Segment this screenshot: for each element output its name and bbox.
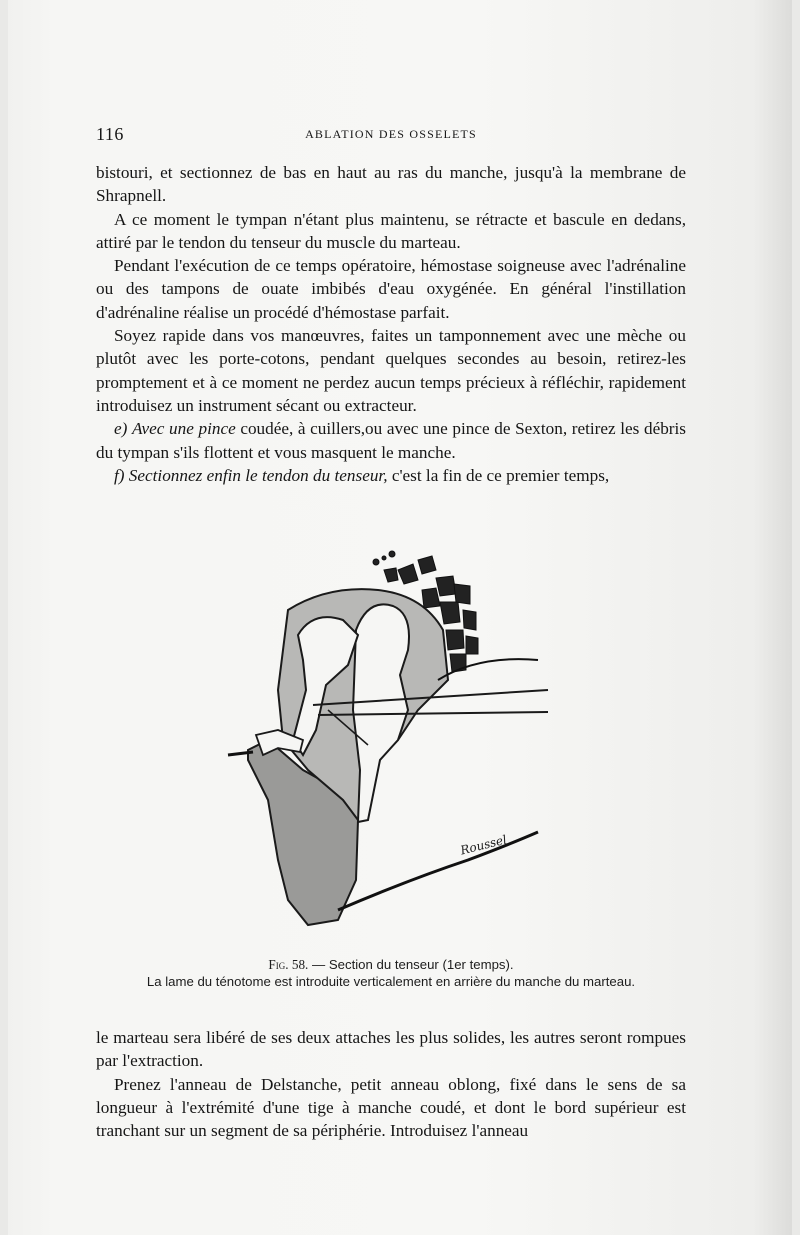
body-text-bottom (96, 1026, 686, 1142)
caption-title-line (96, 956, 686, 973)
paragraph-f (96, 464, 686, 487)
artist-signature: Roussel (459, 832, 509, 858)
body-text-top (96, 161, 686, 487)
italic-phrase: Avec une pince (131, 419, 236, 439)
page-number: 116 (96, 124, 124, 144)
figure-caption (96, 956, 686, 990)
figure-subtitle: La lame du ténotome est introduite verticalement en arrière du manche du marteau. (146, 974, 636, 989)
item-label: f) (114, 465, 125, 485)
book-page (8, 0, 792, 1235)
paragraph: le marteau sera libéré de ses deux attaches les plus solides, les autres seront rompues par l'extraction. (96, 1028, 686, 1071)
figure-label: Fig. 58. (268, 957, 309, 972)
paragraph-rest: coudée, à cuillers,ou avec une pince de Sexton, retirez les débris du tympan s'ils flottent et vous masquent le manche. (96, 419, 686, 462)
canal-floor-line (338, 832, 538, 910)
paragraph: bistouri, et sectionnez de bas en haut au ras du manche, jusqu'à la membrane de Shrapnell. (96, 163, 686, 206)
ear-section-drawing (208, 540, 568, 940)
page-header (96, 124, 686, 148)
running-head: ABLATION DES OSSELETS (305, 127, 477, 141)
paragraph-e (96, 417, 686, 464)
paragraph: A ce moment le tympan n'étant plus maintenu, se rétracte et bascule en dedans, attiré par le tendon du tenseur du muscle du marteau. (96, 209, 686, 252)
paragraph: Prenez l'anneau de Delstanche, petit anneau oblong, fixé dans le sens de sa longueur à l'extrémité d'une tige à manche coudé, et dont le bord supérieur est tranchant sur un segment de sa périphérie. Introduisez l'anneau (96, 1074, 686, 1141)
item-label: e) (114, 419, 128, 439)
paragraph-rest: c'est la fin de ce premier temps, (387, 465, 610, 485)
italic-phrase: Sectionnez enfin le tendon du tenseur, (128, 465, 388, 485)
paragraph: Soyez rapide dans vos manœuvres, faites un tamponnement avec une mèche ou plutôt avec les porte-cotons, pendant quelques secondes au besoin, retirez-les promptement et à ce moment ne perdez aucun temps précieux à réfléchir, rapidement introduisez un instrument sécant ou extracteur. (96, 326, 686, 415)
paragraph: Pendant l'exécution de ce temps opératoire, hémostase soigneuse avec l'adrénaline ou des tampons de ouate imbibés d'eau oxygénée. En général l'instillation d'adrénaline réalise un procédé d'hémostase parfait. (96, 256, 686, 322)
figure-illustration (208, 540, 568, 940)
figure-title: — Section du tenseur (1er temps). (308, 957, 514, 972)
